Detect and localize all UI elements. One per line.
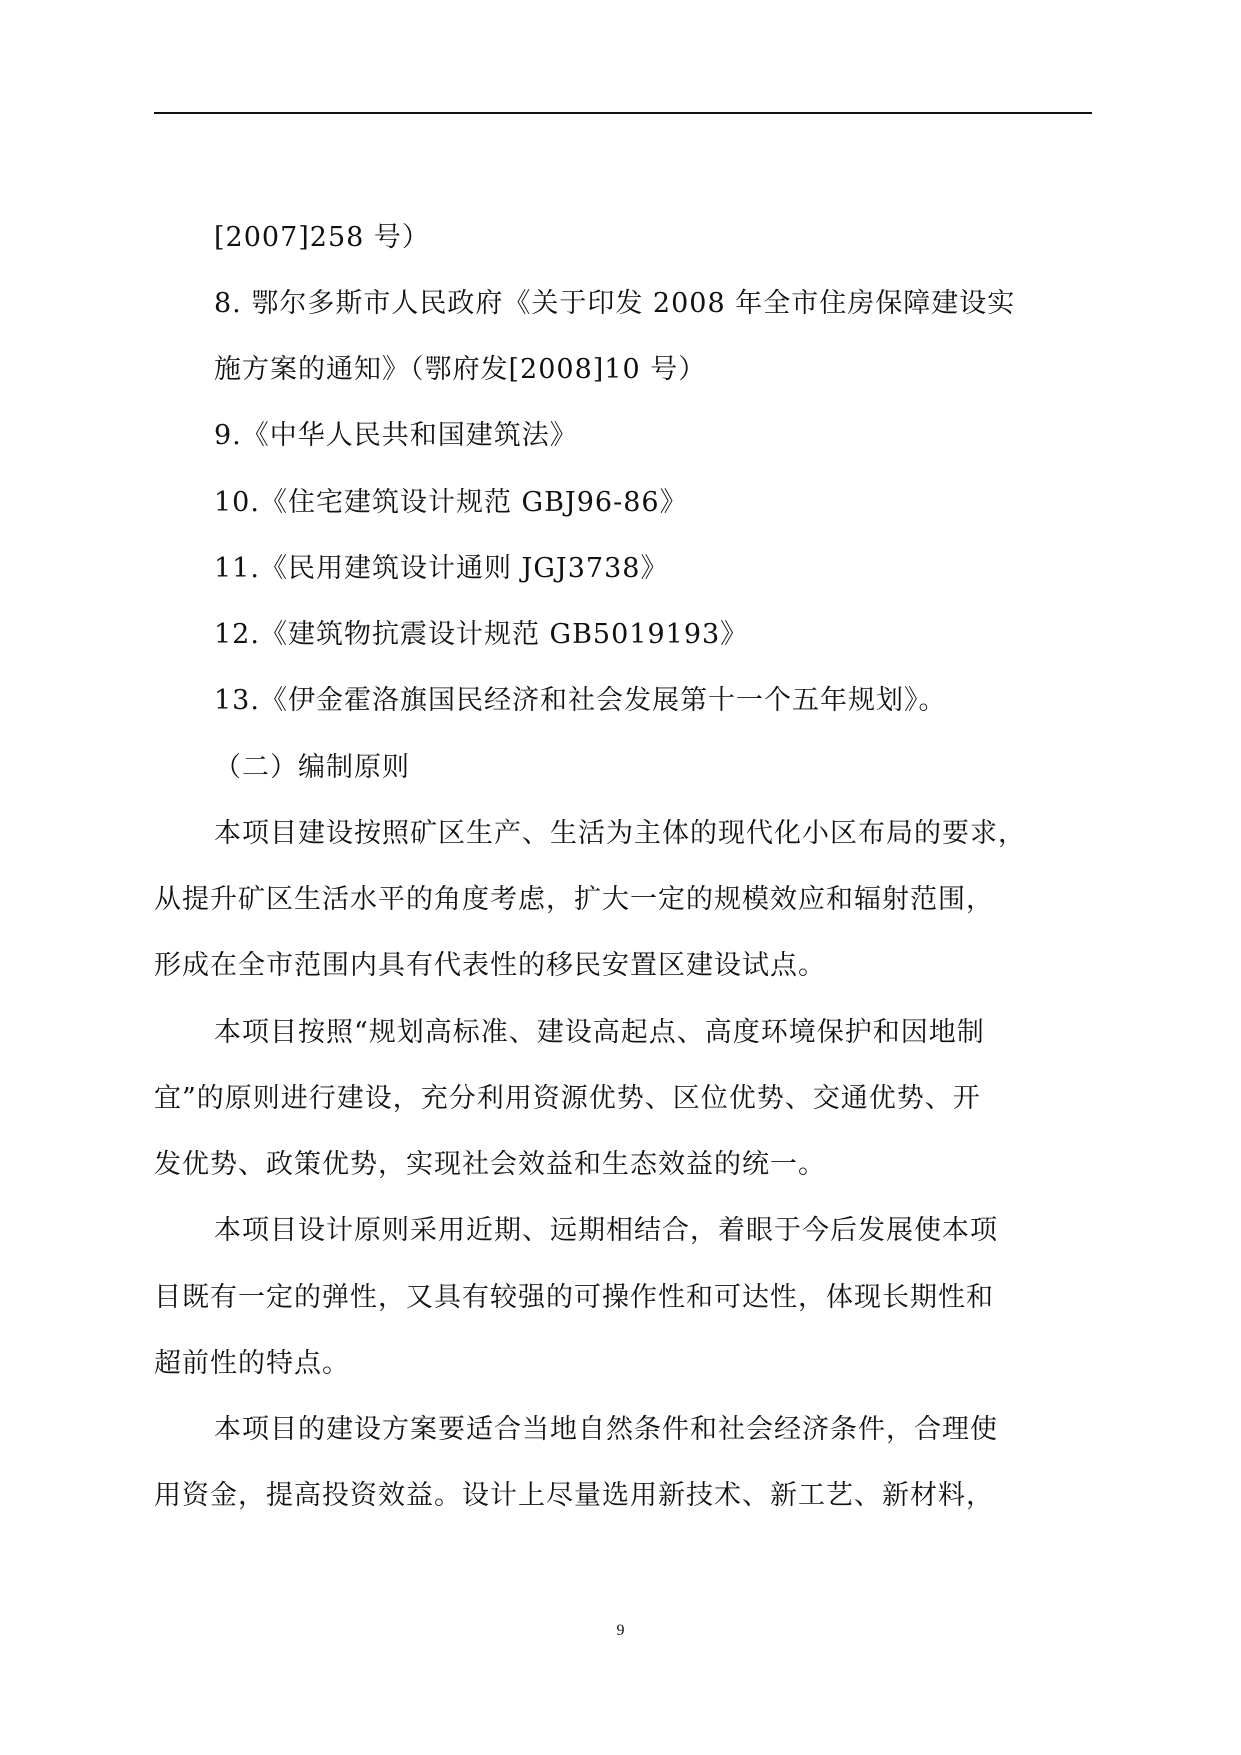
- text-line: 10.《住宅建筑设计规范 GBJ96-86》: [214, 487, 688, 518]
- text-line: 8. 鄂尔多斯市人民政府《关于印发 2008 年全市住房保障建设实: [214, 288, 1016, 319]
- text-line: 13.《伊金霍洛旗国民经济和社会发展第十一个五年规划》。: [214, 685, 947, 716]
- text-line: 9.《中华人民共和国建筑法》: [214, 420, 578, 451]
- text-line: 超前性的特点。: [154, 1348, 350, 1379]
- text-line: 宜”的原则进行建设，充分利用资源优势、区位优势、交通优势、开: [154, 1083, 981, 1114]
- text-line: 本项目按照“规划高标准、建设高起点、高度环境保护和因地制: [214, 1017, 985, 1048]
- text-line: 发优势、政策优势，实现社会效益和生态效益的统一。: [154, 1149, 826, 1180]
- text-line: 12.《建筑物抗震设计规范 GB5019193》: [214, 619, 749, 650]
- text-line: 从提升矿区生活水平的角度考虑，扩大一定的规模效应和辐射范围，: [154, 884, 994, 915]
- text-line: 本项目建设按照矿区生产、生活为主体的现代化小区布局的要求，: [214, 818, 1026, 849]
- text-line: 11.《民用建筑设计通则 JGJ3738》: [214, 553, 669, 584]
- header-rule: [154, 112, 1092, 114]
- text-line: 本项目设计原则采用近期、远期相结合，着眼于今后发展使本项: [214, 1215, 998, 1246]
- text-line: 施方案的通知》（鄂府发[2008]10 号）: [214, 354, 707, 385]
- text-line: 用资金，提高投资效益。设计上尽量选用新技术、新工艺、新材料，: [154, 1480, 994, 1511]
- text-line: 目既有一定的弹性，又具有较强的可操作性和可达性，体现长期性和: [154, 1282, 994, 1313]
- page-number: 9: [616, 1622, 625, 1639]
- text-line: 本项目的建设方案要适合当地自然条件和社会经济条件，合理使: [214, 1414, 998, 1445]
- text-line: [2007]258 号）: [214, 222, 430, 253]
- text-line: 形成在全市范围内具有代表性的移民安置区建设试点。: [154, 950, 826, 981]
- section-heading: （二）编制原则: [214, 752, 410, 783]
